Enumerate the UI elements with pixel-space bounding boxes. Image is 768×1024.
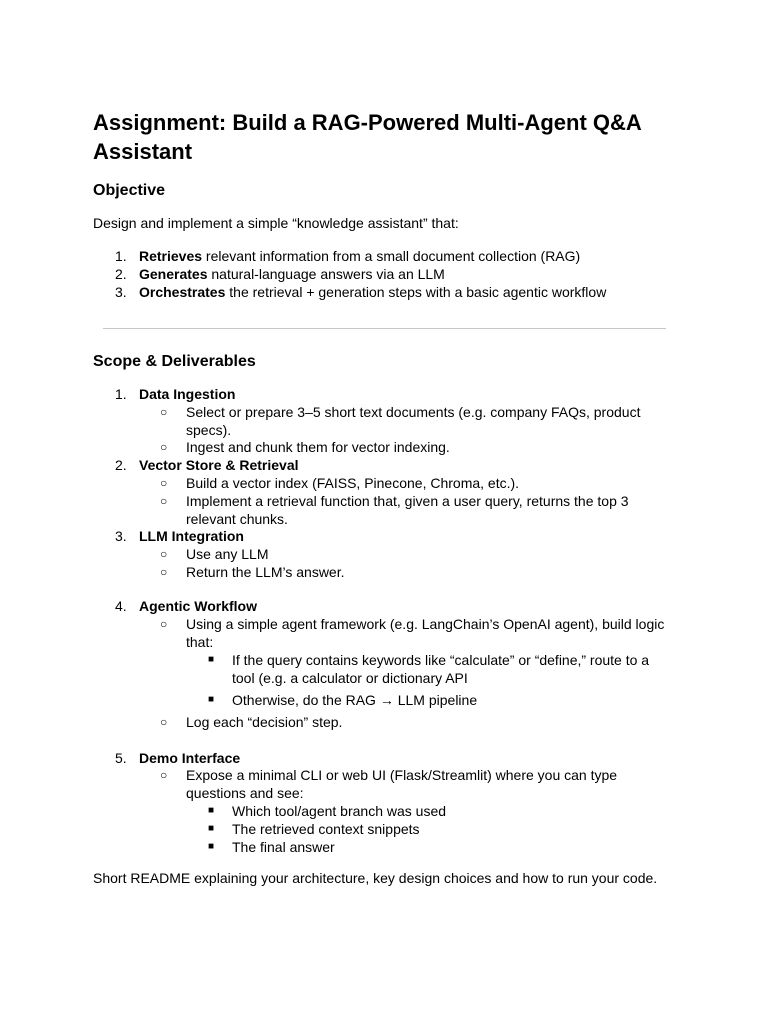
bullet-text: Select or prepare 3–5 short text documents (e.g. company FAQs, product specs). — [186, 404, 641, 438]
bullet-text: Build a vector index (FAISS, Pinecone, Chroma, etc.). — [186, 475, 520, 491]
section-title: LLM Integration — [139, 528, 244, 544]
bullet-circle-icon: ○ — [160, 494, 168, 508]
list-item-keyword: Generates — [139, 266, 208, 282]
sub-bullet-text: The final answer — [232, 839, 335, 855]
bullet-circle-icon: ○ — [160, 547, 168, 561]
bullet-square-icon: ■ — [208, 694, 215, 705]
list-item-text: relevant information from a small document collection (RAG) — [202, 248, 581, 264]
section-number: 3. — [115, 528, 127, 544]
list-item-text: natural-language answers via an LLM — [207, 266, 445, 282]
list-item-keyword: Orchestrates — [139, 284, 226, 300]
list-item-keyword: Retrieves — [139, 248, 203, 264]
bullet-text: Return the LLM’s answer. — [186, 564, 345, 580]
page-title: Assignment: Build a RAG-Powered Multi-Agent Q&A Assistant — [93, 110, 641, 164]
section-number: 2. — [115, 457, 127, 473]
list-number: 2. — [115, 266, 127, 282]
section-number: 5. — [115, 750, 127, 766]
section-number: 4. — [115, 598, 127, 614]
bullet-circle-icon: ○ — [160, 768, 168, 782]
bullet-text: Use any LLM — [186, 546, 269, 562]
list-item — [139, 283, 606, 301]
bullet-square-icon: ■ — [208, 654, 215, 665]
list-number: 1. — [115, 248, 127, 264]
section-title: Agentic Workflow — [139, 598, 257, 614]
scope-heading: Scope & Deliverables — [93, 353, 256, 370]
objective-heading: Objective — [93, 182, 166, 199]
sub-bullet-text: If the query contains keywords like “calculate” or “define,” route to a tool (e.g. a calculator or dictionary API — [232, 652, 650, 686]
horizontal-divider — [103, 328, 666, 329]
bullet-text: Implement a retrieval function that, given a user query, returns the top 3 relevant chunks. — [186, 493, 629, 527]
sub-bullet-text: Otherwise, do the RAG → LLM pipeline — [232, 692, 478, 708]
bullet-square-icon: ■ — [208, 805, 215, 816]
bullet-square-icon: ■ — [208, 841, 215, 852]
bullet-text: Log each “decision” step. — [186, 714, 343, 730]
sub-bullet-text: The retrieved context snippets — [232, 821, 420, 837]
list-number: 3. — [115, 284, 127, 300]
section-title: Demo Interface — [139, 750, 241, 766]
bullet-circle-icon: ○ — [160, 565, 168, 579]
section-number: 1. — [115, 386, 127, 402]
section-title: Data Ingestion — [139, 386, 236, 402]
list-item — [139, 247, 580, 265]
bullet-circle-icon: ○ — [160, 405, 168, 419]
bullet-circle-icon: ○ — [160, 440, 168, 454]
bullet-text: Ingest and chunk them for vector indexing. — [186, 439, 450, 455]
bullet-square-icon: ■ — [208, 823, 215, 834]
footer-text: Short README explaining your architecture, key design choices and how to run your code. — [93, 870, 658, 886]
section-title: Vector Store & Retrieval — [139, 457, 299, 473]
bullet-circle-icon: ○ — [160, 715, 168, 729]
list-item — [139, 265, 445, 283]
list-item-text: the retrieval + generation steps with a basic agentic workflow — [225, 284, 607, 300]
bullet-text: Using a simple agent framework (e.g. LangChain’s OpenAI agent), build logic that: — [186, 616, 665, 650]
bullet-text: Expose a minimal CLI or web UI (Flask/Streamlit) where you can type questions and see: — [186, 767, 618, 801]
sub-bullet-text: Which tool/agent branch was used — [232, 803, 447, 819]
objective-intro: Design and implement a simple “knowledge assistant” that: — [93, 215, 459, 231]
bullet-circle-icon: ○ — [160, 617, 168, 631]
bullet-circle-icon: ○ — [160, 476, 168, 490]
